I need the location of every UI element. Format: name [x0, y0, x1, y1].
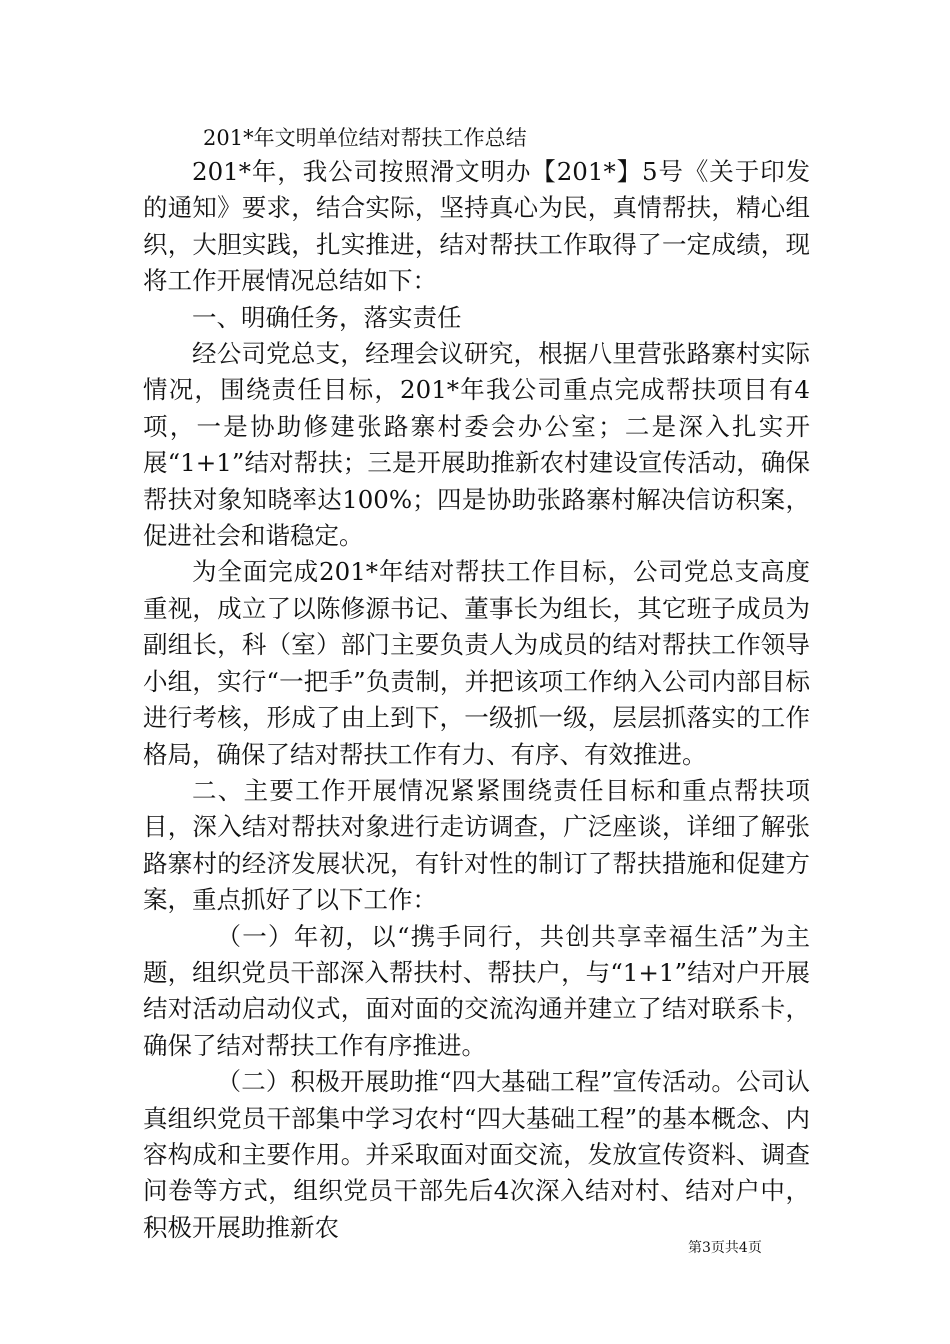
paragraph-intro: 201*年，我公司按照滑文明办【201*】5号《关于印发的通知》要求，结合实际，坚持真心为民，真情帮扶，精心组织，大胆实践，扎实推进，结对帮扶工作取得了一定成绩，现将工作开展情况总结如下： [143, 157, 810, 296]
section-heading-1: 一、明确任务，落实责任 [192, 302, 462, 332]
paragraph-leadership: 为全面完成201*年结对帮扶工作目标，公司党总支高度重视，成立了以陈修源书记、董事长为组长，其它班子成员为副组长，科（室）部门主要负责人为成员的结对帮扶工作领导小组，实行“一把手”负责制，并把该项工作纳入公司内部目标进行考核，形成了由上到下，一级抓一级，层层抓落实的工作格局，确保了结对帮扶工作有力、有序、有效推进。 [143, 557, 810, 769]
paragraph-item-1: （一）年初，以“携手同行，共创共享幸福生活”为主题，组织党员干部深入帮扶村、帮扶户，与“1+1”结对户开展结对活动启动仪式，面对面的交流沟通并建立了结对联系卡，确保了结对帮扶工作有序推进。 [143, 921, 810, 1060]
paragraph-tasks: 经公司党总支，经理会议研究，根据八里营张路寨村实际情况，围绕责任目标，201*年我公司重点完成帮扶项目有4项，一是协助修建张路寨村委会办公室；二是深入扎实开展“1+1”结对帮扶；三是开展助推新农村建设宣传活动，确保帮扶对象知晓率达100%；四是协助张路寨村解决信访积案，促进社会和谐稳定。 [143, 339, 810, 551]
section-heading-2: 二、主要工作开展情况紧紧围绕责任目标和重点帮扶项目，深入结对帮扶对象进行走访调查，广泛座谈，详细了解张路寨村的经济发展状况，有针对性的制订了帮扶措施和促建方案，重点抓好了以下工作： [143, 775, 810, 915]
paragraph-item-2: （二）积极开展助推“四大基础工程”宣传活动。公司认真组织党员干部集中学习农村“四大基础工程”的基本概念、内容构成和主要作用。并采取面对面交流，发放宣传资料、调查问卷等方式，组织党员干部先后4次深入结对村、结对户中，积极开展助推新农 [143, 1067, 810, 1242]
document-body [143, 154, 810, 1246]
page-number-footer: 第3页共4页 [688, 1240, 762, 1256]
document-title: 201*年文明单位结对帮扶工作总结 [203, 126, 527, 150]
